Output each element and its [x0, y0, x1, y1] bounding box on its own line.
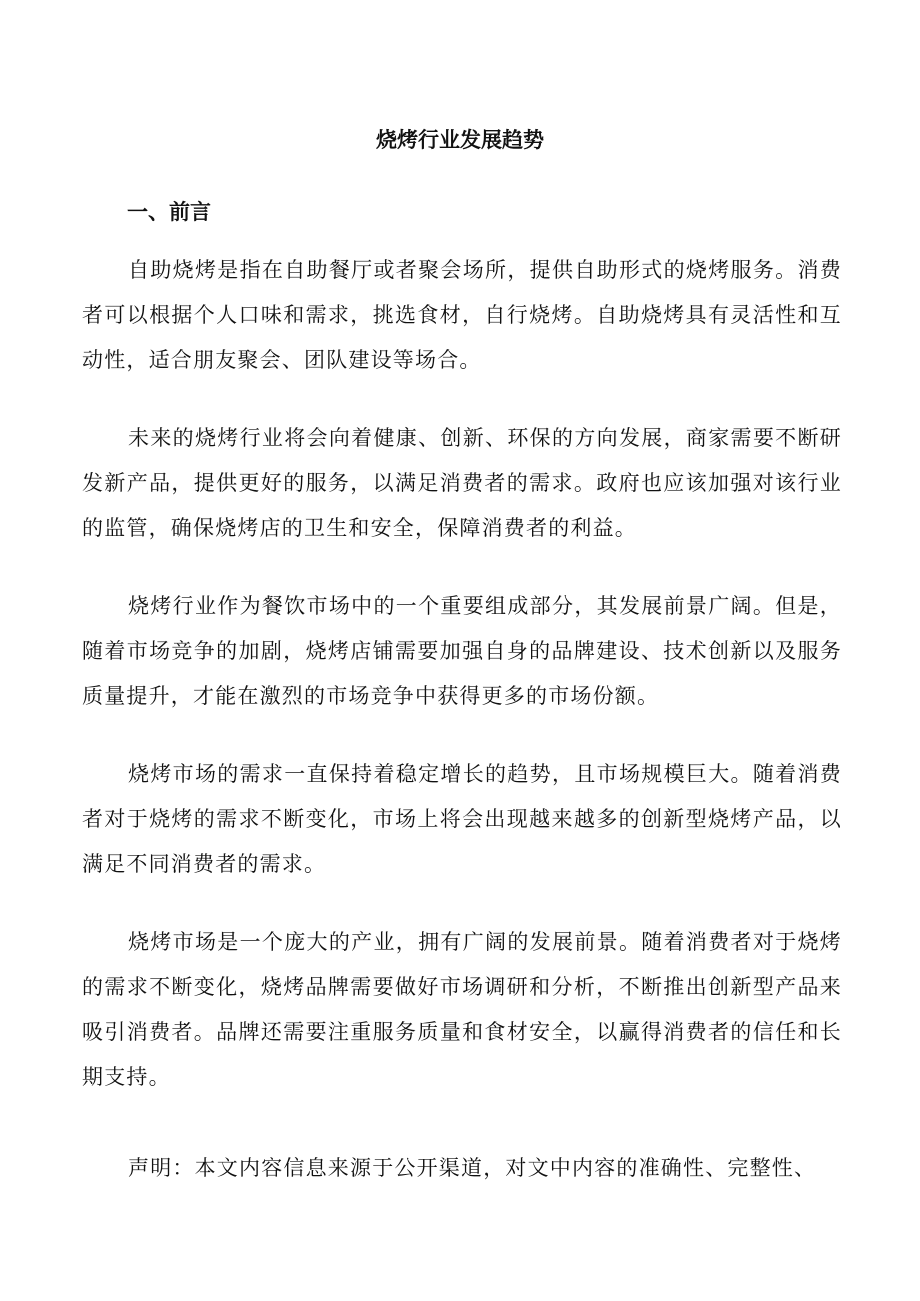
disclaimer-text: 声明：本文内容信息来源于公开渠道，对文中内容的准确性、完整性、: [128, 1156, 817, 1180]
section-heading: 一、前言: [127, 200, 211, 224]
paragraph-self-service-bbq: 自助烧烤是指在自助餐厅或者聚会场所，提供自助形式的烧烤服务。消费者可以根据个人口味和需求，挑选食材，自行烧烤。自助烧烤具有灵活性和互动性，适合朋友聚会、团队建设等场合。: [82, 258, 842, 372]
document-title: 烧烤行业发展趋势: [376, 128, 544, 152]
paragraph-future-trends: 未来的烧烤行业将会向着健康、创新、环保的方向发展，商家需要不断研发新产品，提供更好的服务，以满足消费者的需求。政府也应该加强对该行业的监管，确保烧烤店的卫生和安全，保障消费者的利益。: [82, 426, 842, 540]
paragraph-market-demand: 烧烤市场的需求一直保持着稳定增长的趋势，且市场规模巨大。随着消费者对于烧烤的需求不断变化，市场上将会出现越来越多的创新型烧烤产品，以满足不同消费者的需求。: [82, 762, 842, 876]
paragraph-market-competition: 烧烤行业作为餐饮市场中的一个重要组成部分，其发展前景广阔。但是，随着市场竞争的加剧，烧烤店铺需要加强自身的品牌建设、技术创新以及服务质量提升，才能在激烈的市场竞争中获得更多的市场份额。: [82, 594, 842, 708]
paragraph-industry-outlook: 烧烤市场是一个庞大的产业，拥有广阔的发展前景。随着消费者对于烧烤的需求不断变化，烧烤品牌需要做好市场调研和分析，不断推出创新型产品来吸引消费者。品牌还需要注重服务质量和食材安全，以赢得消费者的信任和长期支持。: [82, 930, 842, 1089]
